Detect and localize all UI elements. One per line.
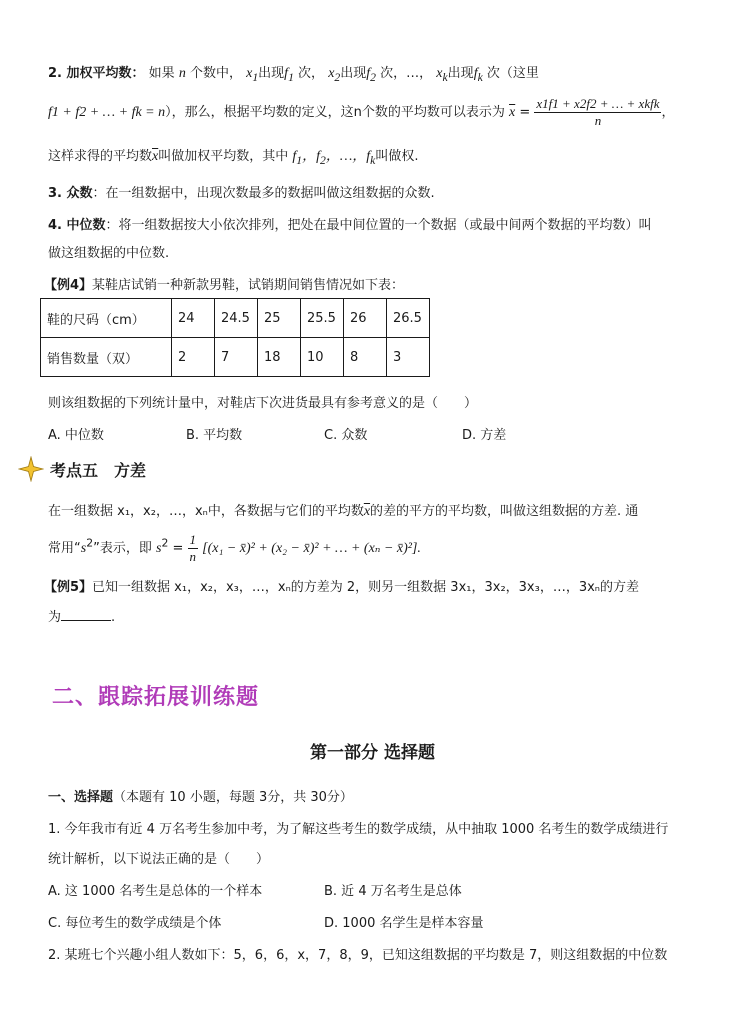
q1-option-a: A. 这 1000 名考生是总体的一个样本 bbox=[48, 884, 263, 899]
variance-formula: [(x₁ − x̄)² + (x₂ − x̄)² + … + (xₙ − x̄)²]. bbox=[202, 541, 421, 556]
mc-header: 一、选择题（本题有 10 小题，每题 3分，共 30分） bbox=[48, 790, 353, 805]
item2-line3: 这样求得的平均数$\overline{x}$叫做加权平均数，其中 $f_1$，$f_2$，…，$f_k$叫做权. bbox=[48, 149, 419, 167]
item2-label: 2. 加权平均数： bbox=[48, 66, 145, 81]
option-c: C. 众数 bbox=[324, 428, 368, 443]
sales-table bbox=[40, 298, 430, 377]
table-cell: 25.5 bbox=[301, 299, 344, 338]
example5-line1: 【例5】已知一组数据 x₁，x₂，x₃，…，xₙ的方差为 2，则另一组数据 3x₁，3x₂，3x₃，…，3xₙ的方差 bbox=[44, 580, 639, 595]
part1-title: 第一部分 选择题 bbox=[310, 743, 435, 763]
table-cell: 24 bbox=[172, 299, 215, 338]
q1-option-c: C. 每位考生的数学成绩是个体 bbox=[48, 916, 222, 931]
point5-title: 考点五 方差 bbox=[50, 461, 147, 480]
table-row bbox=[41, 338, 430, 377]
q1-line1: 1. 今年我市有近 4 万名考生参加中考，为了解这些考生的数学成绩，从中抽取 1000 名考生的数学成绩进行 bbox=[48, 822, 669, 837]
table-cell: 26.5 bbox=[387, 299, 430, 338]
point5-line2: 常用“$s^2$”表示，即 $s^2$ = $\frac{1}{n}$ [(x₁ − x̄)² + (x₂ − x̄)² + … + (xₙ − x̄)²]. bbox=[48, 532, 421, 564]
answer-blank[interactable] bbox=[61, 608, 111, 621]
q1-option-d: D. 1000 名学生是样本容量 bbox=[324, 916, 484, 931]
option-a: A. 中位数 bbox=[48, 428, 104, 443]
star-icon bbox=[18, 456, 44, 482]
item4-line1: 4. 中位数：将一组数据按大小依次排列，把处在最中间位置的一个数据（或最中间两个数据的平均数）叫 bbox=[48, 218, 652, 233]
section2-title: 二、跟踪拓展训练题 bbox=[52, 685, 260, 710]
example4-question: 则该组数据的下列统计量中，对鞋店下次进货最具有参考意义的是（ ） bbox=[48, 396, 478, 411]
table-cell: 3 bbox=[387, 338, 430, 377]
example4-intro: 【例4】某鞋店试销一种新款男鞋，试销期间销售情况如下表： bbox=[44, 278, 405, 293]
table-cell: 10 bbox=[301, 338, 344, 377]
item2-line2: f1 + f2 + … + fk = n），那么，根据平均数的定义，这n个数的平均数可以表示为 $\overline{x}$ = $\frac{\text{x1f1 + x2f2 + … + xkfk}}{n}$ ， bbox=[48, 96, 675, 128]
item2-line1: 2. 加权平均数： 如果 n 个数中， $x_1$出现$f_1$ 次， $x_2$出现$f_2$ 次，…， $x_k$出现$f_k$ 次（这里 bbox=[48, 66, 539, 84]
table-cell: 7 bbox=[215, 338, 258, 377]
table-cell: 25 bbox=[258, 299, 301, 338]
variance-fraction: $\frac{1}{n}$ bbox=[189, 532, 196, 564]
point5-line1: 在一组数据 x₁，x₂，…，xₙ中，各数据与它们的平均数$\overline{x}$的差的平方的平均数，叫做这组数据的方差. 通 bbox=[48, 504, 639, 519]
table-cell: 26 bbox=[344, 299, 387, 338]
item3: 3. 众数：在一组数据中，出现次数最多的数据叫做这组数据的众数. bbox=[48, 186, 435, 201]
q1-option-b: B. 近 4 万名考生是总体 bbox=[324, 884, 462, 899]
table-cell: 18 bbox=[258, 338, 301, 377]
option-d: D. 方差 bbox=[462, 428, 507, 443]
table-cell: 8 bbox=[344, 338, 387, 377]
table-row bbox=[41, 299, 430, 338]
table-cell: 2 bbox=[172, 338, 215, 377]
weight-sum-formula: f1 + f2 + … + fk = n bbox=[48, 105, 166, 120]
table-cell: 24.5 bbox=[215, 299, 258, 338]
example5-line2: 为 . bbox=[48, 610, 116, 625]
weighted-mean-fraction: $\frac{\text{x1f1 + x2f2 + … + xkfk}}{n}$ bbox=[536, 96, 660, 128]
option-b: B. 平均数 bbox=[186, 428, 243, 443]
item4-line2: 做这组数据的中位数. bbox=[48, 246, 170, 261]
table-header-size: 鞋的尺码（cm） bbox=[41, 299, 172, 338]
table-header-count: 销售数量（双） bbox=[41, 338, 172, 377]
q1-line2: 统计解析，以下说法正确的是（ ） bbox=[48, 852, 270, 867]
q2-line1: 2. 某班七个兴趣小组人数如下：5，6，6，x，7，8，9，已知这组数据的平均数是 7，则这组数据的中位数 bbox=[48, 948, 668, 963]
